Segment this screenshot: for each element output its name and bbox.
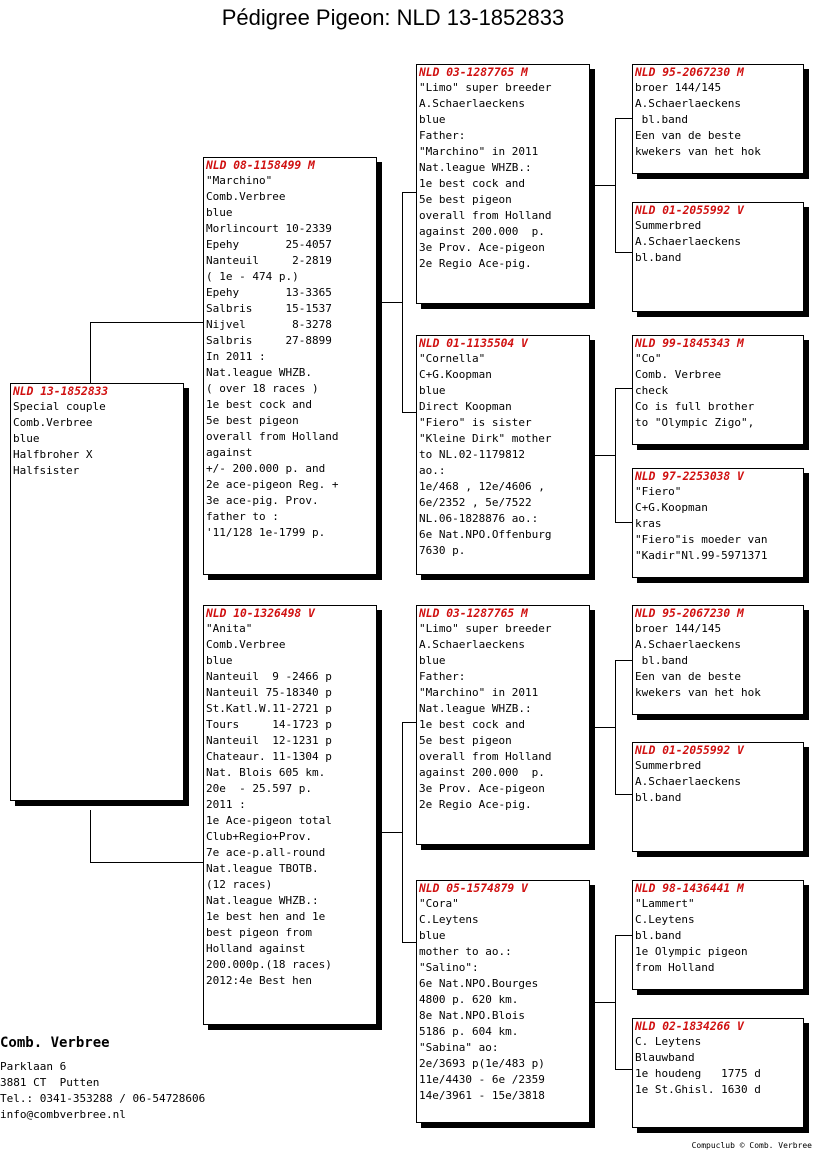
pigeon-card-mother[interactable] (203, 605, 377, 1025)
pigeon-info-line: Comb.Verbree (206, 638, 286, 651)
pigeon-info-line: "Anita" (206, 622, 253, 635)
ring-number: NLD 99-1845343 M (635, 337, 744, 350)
ring-number: NLD 03-1287765 M (419, 66, 528, 79)
pigeon-info-line: "Cornella" (419, 352, 486, 365)
ring-number: NLD 01-2055992 V (635, 744, 744, 757)
pigeon-info-line: A.Schaerlaeckens (635, 638, 741, 651)
connector (615, 388, 616, 522)
pigeon-info-line: 4800 p. 620 km. (419, 993, 519, 1006)
pigeon-info-line: bl.band (635, 251, 682, 264)
pigeon-info-line: Father: (419, 129, 466, 142)
pigeon-info-line: A.Schaerlaeckens (419, 97, 525, 110)
pigeon-info-line: 1e/468 , 12e/4606 , (419, 480, 545, 493)
pigeon-info-line: 5e best pigeon (419, 734, 512, 747)
pigeon-info-line: broer 144/145 (635, 81, 722, 94)
pigeon-info-line: bl.band (635, 654, 688, 667)
connector (615, 935, 633, 936)
pigeon-info-line: father to : (206, 510, 279, 523)
ring-number: NLD 13-1852833 (13, 385, 109, 398)
breeder-email[interactable]: info@combverbree.nl (0, 1108, 126, 1121)
pigeon-info-line: 7e ace-p.all-round (206, 846, 326, 859)
pigeon-info-line: mother to ao.: (419, 945, 512, 958)
copyright-note: Compuclub © Comb. Verbree (691, 1141, 812, 1150)
pigeon-card-ff-mother[interactable] (632, 202, 804, 312)
pigeon-info-line: 3e Prov. Ace-pigeon (419, 782, 545, 795)
ring-number: NLD 97-2253038 V (635, 470, 744, 483)
pigeon-info-line: Een van de beste (635, 129, 741, 142)
pigeon-info-line: "Marchino" in 2011 (419, 686, 539, 699)
pigeon-info-line: "Co" (635, 352, 662, 365)
connector (90, 810, 91, 862)
pigeon-info-line: 200.000p.(18 races) (206, 958, 332, 971)
pigeon-info-line: Tours 14-1723 p (206, 718, 332, 731)
pigeon-info-line: Epehy 13-3365 (206, 286, 332, 299)
pigeon-info-line: Co is full brother (635, 400, 755, 413)
connector (590, 1002, 615, 1003)
pigeon-info-line: blue (206, 206, 233, 219)
pigeon-info-line: C.Leytens (635, 913, 695, 926)
connector (615, 252, 633, 253)
breeder-address: Parklaan 6 (0, 1060, 67, 1073)
pigeon-card-main[interactable] (10, 383, 184, 801)
pigeon-info-line: blue (419, 929, 446, 942)
pigeon-card-father[interactable] (203, 157, 377, 575)
pigeon-info-line: C.Leytens (419, 913, 479, 926)
ring-number: NLD 03-1287765 M (419, 607, 528, 620)
pigeon-info-line: 6e Nat.NPO.Bourges (419, 977, 539, 990)
pigeon-info-line: "Fiero" (635, 485, 682, 498)
pigeon-info-line: 14e/3961 - 15e/3818 (419, 1089, 545, 1102)
pigeon-card-mm-father[interactable] (632, 880, 804, 990)
pigeon-info-line: 1e Ace-pigeon total (206, 814, 332, 827)
pigeon-info-line: against 200.000 p. (419, 225, 545, 238)
pigeon-info-line: 3e Prov. Ace-pigeon (419, 241, 545, 254)
pigeon-info-line: "Kadir"Nl.99-5971371 (635, 549, 768, 562)
pigeon-info-line: A.Schaerlaeckens (419, 638, 525, 651)
pigeon-info-line: "Cora" (419, 897, 459, 910)
pigeon-info-line: 1e St.Ghisl. 1630 d (635, 1083, 761, 1096)
pigeon-info-line: 5e best pigeon (419, 193, 512, 206)
pigeon-info-line: "Limo" super breeder (419, 622, 552, 635)
connector (377, 832, 402, 833)
pigeon-info-line: ( over 18 races ) (206, 382, 319, 395)
pigeon-info-line: NL.06-1828876 ao.: (419, 512, 539, 525)
connector (615, 522, 633, 523)
connector (90, 322, 91, 384)
pigeon-info-line: 1e best cock and (206, 398, 312, 411)
pigeon-info-line: Nanteuil 2-2819 (206, 254, 332, 267)
pigeon-info-line: Club+Regio+Prov. (206, 830, 312, 843)
pigeon-info-line: In 2011 : (206, 350, 266, 363)
connector (90, 862, 204, 863)
pigeon-info-line: Nat.league WHZB.: (419, 161, 532, 174)
pigeon-info-line: "Sabina" ao: (419, 1041, 499, 1054)
pigeon-info-line: against (206, 446, 253, 459)
pigeon-info-line: Halfbroher X (13, 448, 93, 461)
pigeon-info-line: Summerbred (635, 759, 702, 772)
breeder-phone: Tel.: 0341-353288 / 06-54728606 (0, 1092, 206, 1105)
pigeon-info-line: Father: (419, 670, 466, 683)
pigeon-info-line: overall from Holland (206, 430, 339, 443)
pigeon-info-line: 7630 p. (419, 544, 466, 557)
connector (615, 660, 633, 661)
ring-number: NLD 01-2055992 V (635, 204, 744, 217)
pigeon-info-line: bl.band (635, 113, 688, 126)
pigeon-info-line: "Fiero" is sister (419, 416, 532, 429)
connector (90, 322, 204, 323)
pigeon-info-line: A.Schaerlaeckens (635, 775, 741, 788)
pigeon-info-line: A.Schaerlaeckens (635, 97, 741, 110)
pigeon-info-line: (12 races) (206, 878, 273, 891)
connector (615, 388, 633, 389)
pigeon-info-line: Nanteuil 12-1231 p (206, 734, 332, 747)
pigeon-card-fm-father[interactable] (632, 335, 804, 445)
pigeon-card-mf-mother[interactable] (632, 742, 804, 852)
connector (615, 118, 633, 119)
pigeon-info-line: Epehy 25-4057 (206, 238, 332, 251)
pigeon-info-line: 1e houdeng 1775 d (635, 1067, 761, 1080)
pigeon-info-line: ao.: (419, 464, 446, 477)
pigeon-info-line: 1e Olympic pigeon (635, 945, 748, 958)
pigeon-info-line: Morlincourt 10-2339 (206, 222, 332, 235)
ring-number: NLD 02-1834266 V (635, 1020, 744, 1033)
pigeon-info-line: Nat.league WHZB.: (419, 702, 532, 715)
pigeon-info-line: kwekers van het hok (635, 686, 761, 699)
pigeon-info-line: Halfsister (13, 464, 80, 477)
pigeon-info-line: Nat. Blois 605 km. (206, 766, 326, 779)
pigeon-card-mother-mother[interactable] (416, 880, 590, 1123)
pigeon-info-line: "Lammert" (635, 897, 695, 910)
connector (615, 794, 633, 795)
pigeon-info-line: overall from Holland (419, 209, 552, 222)
pigeon-info-line: blue (419, 113, 446, 126)
pigeon-info-line: 6e/2352 , 5e/7522 (419, 496, 532, 509)
pigeon-info-line: blue (13, 432, 40, 445)
connector (402, 942, 417, 943)
ring-number: NLD 08-1158499 M (206, 159, 315, 172)
ring-number: NLD 01-1135504 V (419, 337, 528, 350)
pigeon-info-line: St.Katl.W.11-2721 p (206, 702, 332, 715)
pigeon-info-line: Chateaur. 11-1304 p (206, 750, 332, 763)
pigeon-info-line: "Kleine Dirk" mother (419, 432, 552, 445)
pigeon-info-line: blue (419, 384, 446, 397)
breeder-city: 3881 CT Putten (0, 1076, 100, 1089)
pigeon-info-line: overall from Holland (419, 750, 552, 763)
pigeon-info-line: C. Leytens (635, 1035, 702, 1048)
pigeon-info-line: Nat.league WHZB. (206, 366, 312, 379)
pigeon-info-line: 1e best cock and (419, 718, 525, 731)
pigeon-info-line: '11/128 1e-1799 p. (206, 526, 326, 539)
pigeon-info-line: 1e best hen and 1e (206, 910, 326, 923)
pigeon-info-line: Comb.Verbree (206, 190, 286, 203)
pigeon-info-line: Special couple (13, 400, 106, 413)
pigeon-info-line: "Marchino" in 2011 (419, 145, 539, 158)
pigeon-info-line: 5186 p. 604 km. (419, 1025, 519, 1038)
pigeon-info-line: "Limo" super breeder (419, 81, 552, 94)
connector (590, 185, 615, 186)
pigeon-info-line: 2e/3693 p(1e/483 p) (419, 1057, 545, 1070)
pigeon-info-line: bl.band (635, 929, 682, 942)
pigeon-info-line: Nanteuil 9 -2466 p (206, 670, 332, 683)
connector (615, 660, 616, 794)
pigeon-info-line: Nanteuil 75-18340 p (206, 686, 332, 699)
pigeon-info-line: Salbris 27-8899 (206, 334, 332, 347)
pigeon-card-mm-mother[interactable] (632, 1018, 804, 1128)
pigeon-info-line: Een van de beste (635, 670, 741, 683)
ring-number: NLD 98-1436441 M (635, 882, 744, 895)
ring-number: NLD 95-2067230 M (635, 607, 744, 620)
connector (615, 1069, 633, 1070)
connector (615, 118, 616, 252)
ring-number: NLD 10-1326498 V (206, 607, 315, 620)
pigeon-card-ff-father[interactable] (632, 64, 804, 174)
pigeon-info-line: broer 144/145 (635, 622, 722, 635)
pigeon-info-line: 2e Regio Ace-pig. (419, 798, 532, 811)
connector (615, 935, 616, 1069)
pigeon-info-line: 5e best pigeon (206, 414, 299, 427)
pigeon-info-line: "Marchino" (206, 174, 273, 187)
pigeon-info-line: blue (419, 654, 446, 667)
pigeon-info-line: 20e - 25.597 p. (206, 782, 312, 795)
connector (402, 722, 403, 942)
pigeon-card-mother-father[interactable] (416, 605, 590, 845)
pigeon-info-line: 11e/4430 - 6e /2359 (419, 1073, 545, 1086)
pigeon-info-line: to NL.02-1179812 (419, 448, 525, 461)
pigeon-info-line: 2e Regio Ace-pig. (419, 257, 532, 270)
pigeon-card-mf-father[interactable] (632, 605, 804, 715)
pigeon-info-line: bl.band (635, 791, 682, 804)
pigeon-info-line: +/- 200.000 p. and (206, 462, 326, 475)
pigeon-info-line: blue (206, 654, 233, 667)
connector (402, 412, 417, 413)
pigeon-info-line: kras (635, 517, 662, 530)
connector (590, 727, 615, 728)
connector (402, 192, 417, 193)
pigeon-info-line: Salbris 15-1537 (206, 302, 332, 315)
pigeon-info-line: to "Olympic Zigo", (635, 416, 755, 429)
pigeon-card-fm-mother[interactable] (632, 468, 804, 578)
pigeon-info-line: "Salino": (419, 961, 479, 974)
pigeon-info-line: C+G.Koopman (419, 368, 492, 381)
pigeon-info-line: ( 1e - 474 p.) (206, 270, 299, 283)
breeder-name: Comb. Verbree (0, 1035, 110, 1051)
pigeon-info-line: Nat.league WHZB.: (206, 894, 319, 907)
pigeon-info-line: Nat.league TBOTB. (206, 862, 319, 875)
pigeon-info-line: 2012:4e Best hen (206, 974, 312, 987)
pigeon-info-line: check (635, 384, 669, 397)
page-title: Pédigree Pigeon: NLD 13-1852833 (221, 5, 565, 30)
pigeon-info-line: kwekers van het hok (635, 145, 761, 158)
pigeon-info-line: against 200.000 p. (419, 766, 545, 779)
ring-number: NLD 05-1574879 V (419, 882, 528, 895)
pigeon-info-line: Comb.Verbree (13, 416, 93, 429)
pigeon-info-line: Summerbred (635, 219, 702, 232)
pigeon-info-line: "Fiero"is moeder van (635, 533, 768, 546)
pigeon-info-line: 8e Nat.NPO.Blois (419, 1009, 525, 1022)
ring-number: NLD 95-2067230 M (635, 66, 744, 79)
connector (402, 192, 403, 412)
pigeon-card-father-father[interactable] (416, 64, 590, 304)
pigeon-info-line: Blauwband (635, 1051, 695, 1064)
pigeon-info-line: Nijvel 8-3278 (206, 318, 332, 331)
pigeon-info-line: Direct Koopman (419, 400, 512, 413)
pigeon-info-line: 2011 : (206, 798, 246, 811)
pigeon-info-line: 6e Nat.NPO.Offenburg (419, 528, 552, 541)
pigeon-info-line: 1e best cock and (419, 177, 525, 190)
connector (402, 722, 417, 723)
pigeon-info-line: from Holland (635, 961, 715, 974)
pigeon-info-line: best pigeon from (206, 926, 312, 939)
pigeon-card-father-mother[interactable] (416, 335, 590, 575)
pigeon-info-line: C+G.Koopman (635, 501, 708, 514)
pigeon-info-line: 2e ace-pigeon Reg. + (206, 478, 339, 491)
connector (590, 455, 615, 456)
pigeon-info-line: Comb. Verbree (635, 368, 722, 381)
connector (377, 302, 402, 303)
pigeon-info-line: Holland against (206, 942, 306, 955)
pigeon-info-line: A.Schaerlaeckens (635, 235, 741, 248)
pigeon-info-line: 3e ace-pig. Prov. (206, 494, 319, 507)
